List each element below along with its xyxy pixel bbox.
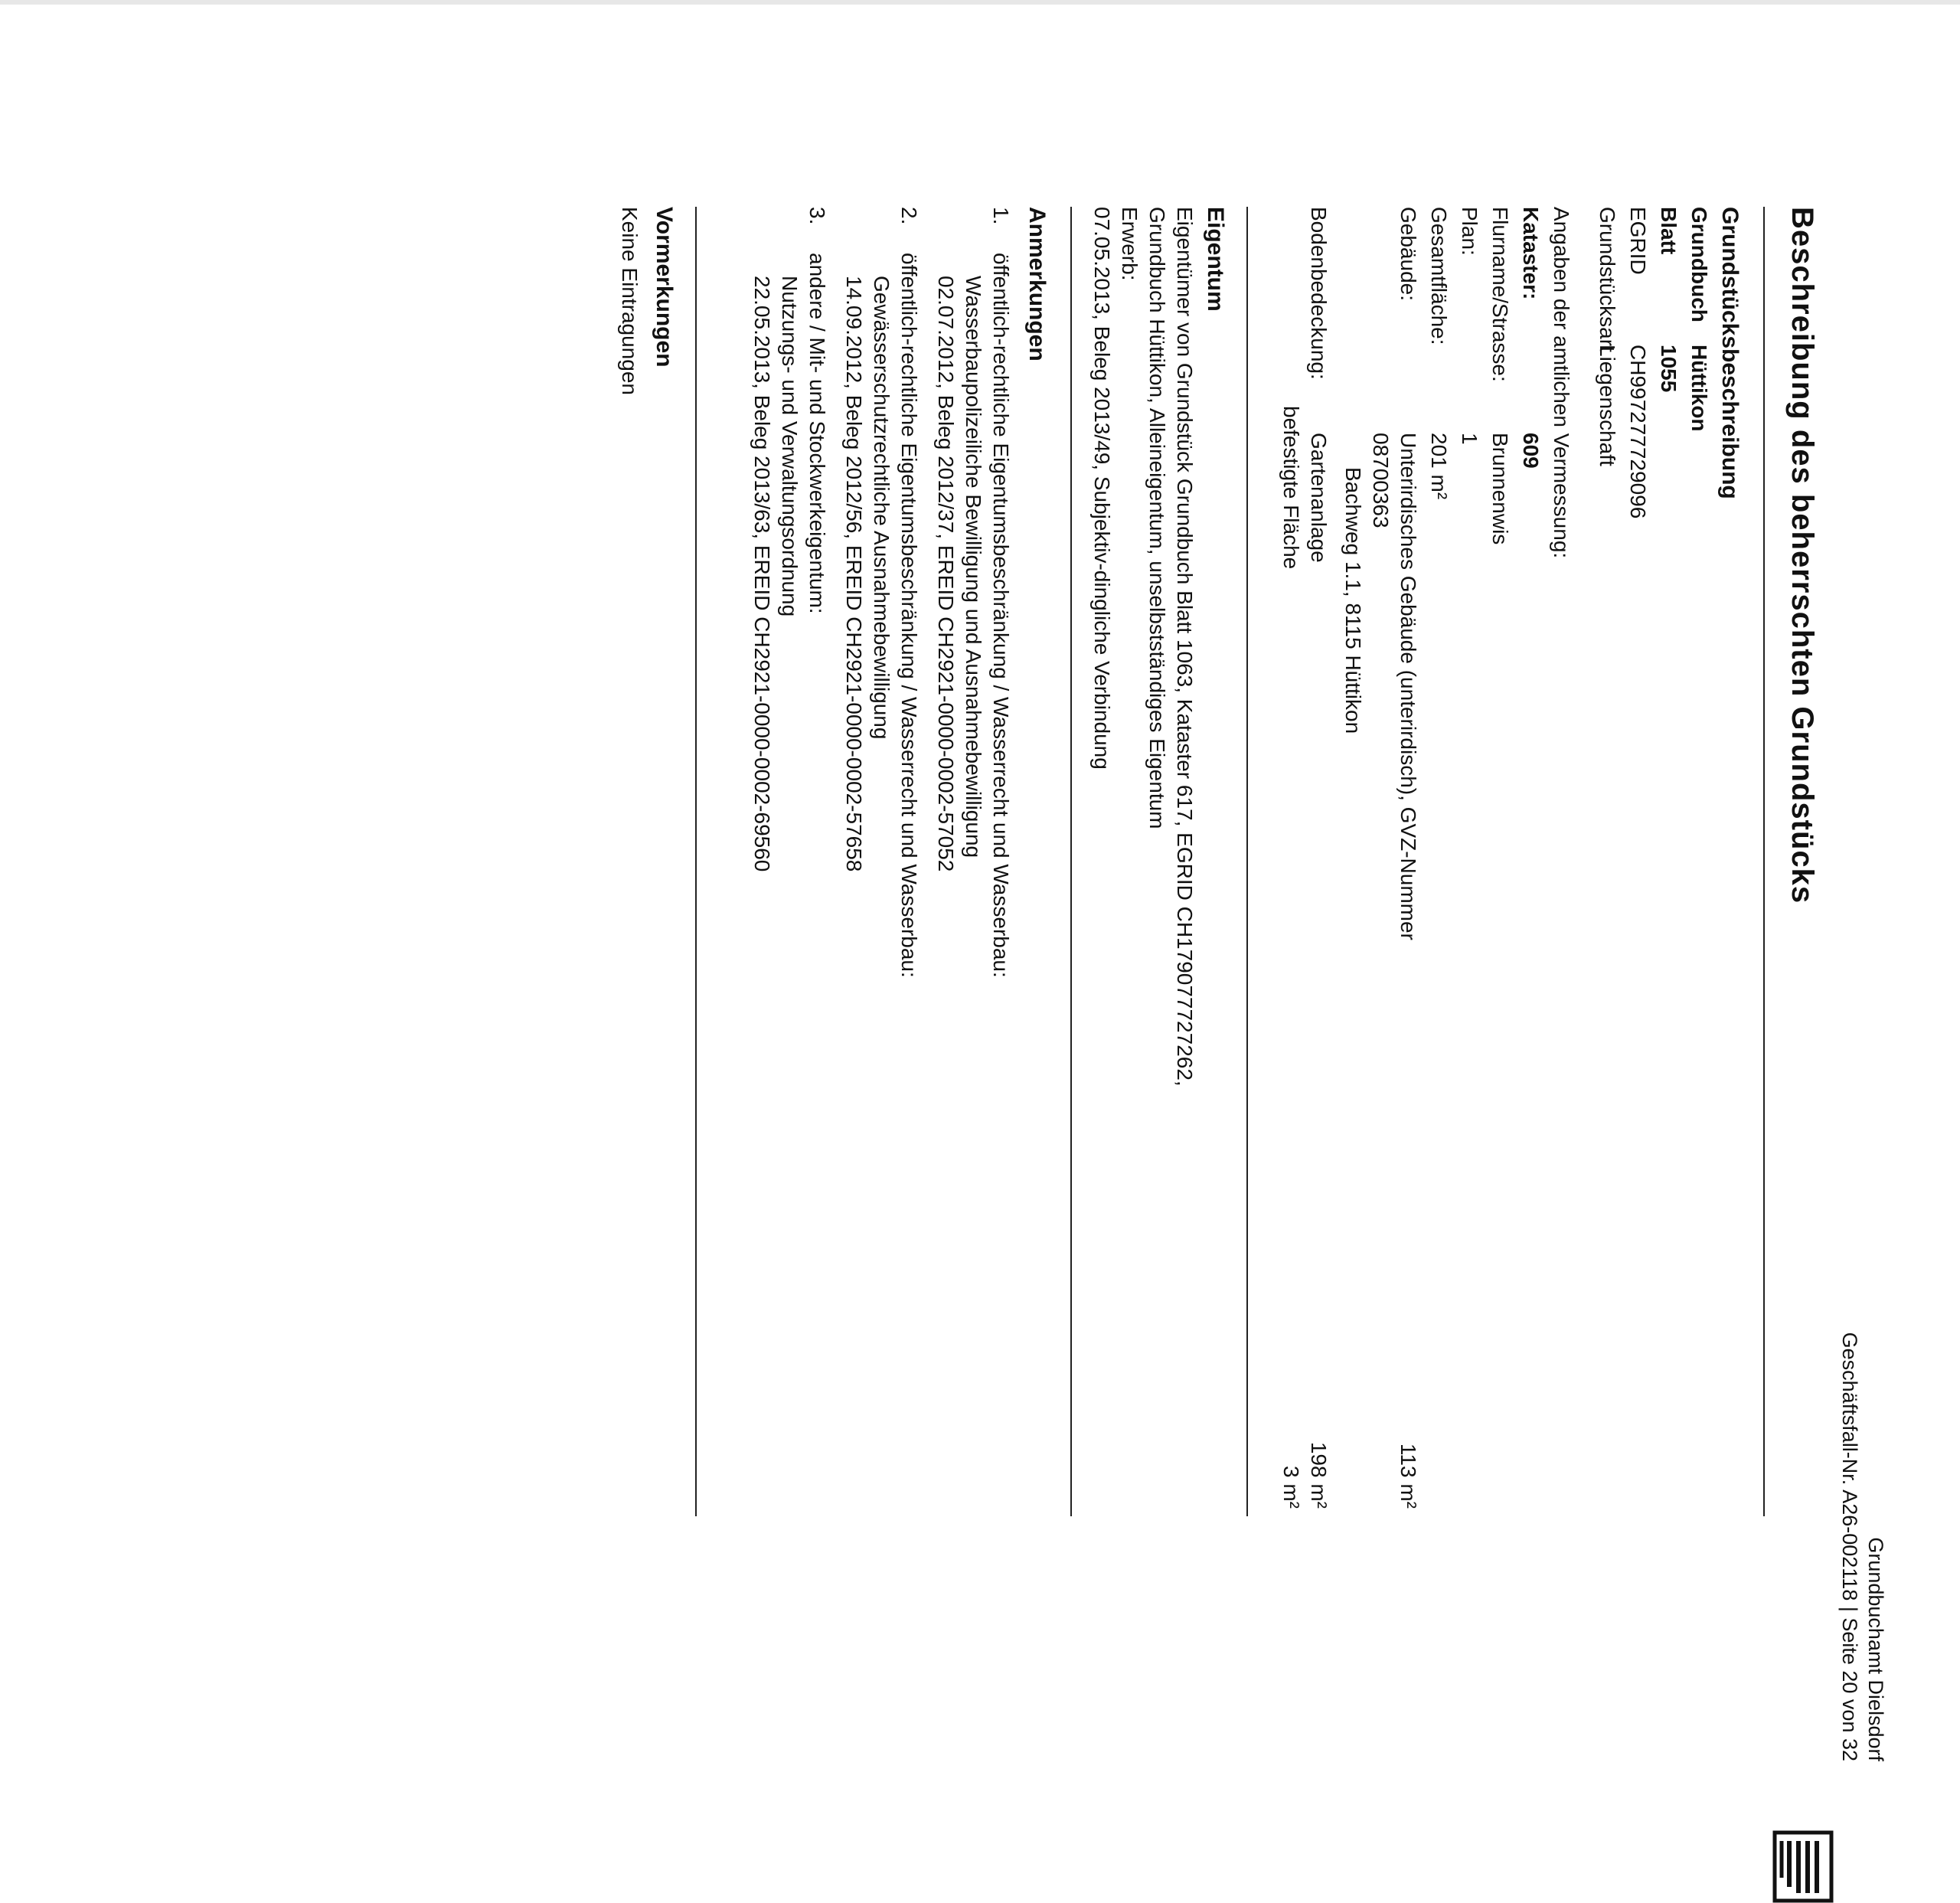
note-number: 2.	[897, 207, 921, 225]
kataster-label: Kataster:	[1519, 207, 1543, 300]
scan-edge	[0, 0, 1960, 5]
section-heading-grundstueck: Grundstücksbeschreibung	[1717, 207, 1743, 499]
document-page	[38, 191, 1887, 1761]
blatt-label: Blatt	[1657, 207, 1681, 255]
gebaeude-label: Gebäude:	[1396, 207, 1420, 301]
case-reference: Geschäftsfall-Nr. A26-002118 | Seite 20 von 32	[1838, 1332, 1861, 1761]
note-line: Nutzungs- und Verwaltungsordnung	[778, 276, 802, 617]
eigentum-line-3: Erwerb:	[1118, 207, 1142, 281]
eigentum-text	[1088, 207, 1198, 1509]
row-grundstuecksart	[1590, 207, 1621, 1509]
row-bodenbedeckung	[1302, 207, 1332, 1509]
bodenbedeckung-item-1: Gartenanlage	[1307, 433, 1331, 563]
gebaeude-area: 113 m²	[1396, 1443, 1420, 1509]
note-line: öffentlich-rechtliche Eigentumsbeschränkung / Wasserrecht und Wasserbau:	[989, 253, 1013, 978]
gebaeude-gvz-number: 08700363	[1369, 433, 1393, 528]
grundstuecksart-value: Liegenschaft	[1596, 345, 1619, 466]
row-blatt	[1651, 207, 1682, 1509]
bodenbedeckung-item-2: befestigte Fläche	[1279, 406, 1303, 570]
divider-eigentum	[1246, 207, 1248, 1516]
document-title: Beschreibung des beherrschten Grundstücks	[1785, 207, 1819, 904]
section-heading-vormerkungen: Vormerkungen	[652, 207, 677, 368]
office-name: Grundbuchamt Dielsdorf	[1864, 1537, 1887, 1761]
row-egrid	[1621, 207, 1651, 1509]
grundbuch-value: Hüttikon	[1687, 345, 1711, 432]
note-line: 14.09.2012, Beleg 2012/56, EREID CH2921-0000-0002-57658	[842, 276, 866, 872]
bodenbedeckung-area-1: 198 m²	[1307, 1441, 1331, 1509]
note-line: 22.05.2013, Beleg 2013/63, EREID CH2921-0000-0002-69560	[750, 276, 774, 872]
row-gesamtflaeche	[1422, 207, 1452, 1509]
note-line: Wasserbaupolizeiliche Bewilligung und Ausnahmebewilligung	[962, 276, 985, 858]
grundstuecksart-label: Grundstücksart	[1596, 207, 1619, 352]
eigentum-line-1: Eigentümer von Grundstück Grundbuch Blatt 1063, Kataster 617, EGRID CH179077727262,	[1173, 207, 1197, 1087]
egrid-value: CH997277729096	[1626, 345, 1650, 519]
gebaeude-description: Unterirdisches Gebäude (unterirdisch), GVZ-Nummer	[1396, 433, 1420, 940]
office-logo-icon	[1766, 1830, 1834, 1903]
egrid-label: EGRID	[1626, 207, 1650, 275]
bodenbedeckung-label: Bodenbedeckung:	[1307, 207, 1331, 380]
row-flurname	[1483, 207, 1514, 1509]
row-gebaeude-gvz	[1364, 207, 1394, 1509]
eigentum-line-4: 07.05.2013, Beleg 2013/49, Subjektiv-dingliche Verbindung	[1090, 207, 1114, 770]
kataster-value: 609	[1519, 433, 1543, 469]
divider-vormerkungen	[695, 207, 697, 1516]
note-line: andere / Mit- und Stockwerkeigentum:	[805, 253, 829, 614]
flurname-label: Flurname/Strasse:	[1488, 207, 1512, 382]
row-gebaeude-address	[1336, 207, 1367, 1509]
row-gebaeude	[1391, 207, 1422, 1509]
plan-value: 1	[1458, 433, 1481, 445]
grundbuch-label: Grundbuch	[1687, 207, 1711, 322]
gebaeude-address: Bachweg 1.1, 8115 Hüttikon	[1341, 467, 1365, 734]
gesamtflaeche-value: 201 m²	[1427, 433, 1451, 500]
section-heading-eigentum: Eigentum	[1203, 207, 1228, 312]
note-line: öffentlich-rechtliche Eigentumsbeschränkung / Wasserrecht und Wasserbau:	[897, 253, 921, 978]
note-line: Gewässerschutzrechtliche Ausnahmebewilligung	[870, 276, 893, 740]
vormerkungen-text: Keine Eintragungen	[618, 207, 642, 395]
eigentum-line-2: Grundbuch Hüttikon, Alleineigentum, unselbstständiges Eigentum	[1145, 207, 1169, 829]
vermessung-label: Angaben der amtlichen Vermessung:	[1550, 207, 1573, 559]
row-kataster	[1514, 207, 1544, 1509]
flurname-value: Brunnenwis	[1488, 433, 1512, 545]
row-bodenbedeckung-2	[1274, 207, 1305, 1509]
divider-anmerkungen	[1070, 207, 1072, 1516]
note-number: 1.	[989, 207, 1013, 225]
note-number: 3.	[805, 207, 829, 225]
blatt-value: 1055	[1657, 345, 1681, 393]
gesamtflaeche-label: Gesamtfläche:	[1427, 207, 1451, 345]
note-line: 02.07.2012, Beleg 2012/37, EREID CH2921-0000-0002-57052	[934, 276, 958, 872]
row-plan	[1452, 207, 1483, 1509]
plan-label: Plan:	[1458, 207, 1481, 256]
divider-top	[1763, 207, 1765, 1516]
row-vermessung	[1544, 207, 1575, 1509]
section-heading-anmerkungen: Anmerkungen	[1024, 207, 1050, 361]
row-grundbuch	[1682, 207, 1713, 1509]
page-header	[1837, 1332, 1889, 1761]
bodenbedeckung-area-2: 3 m²	[1279, 1466, 1303, 1509]
